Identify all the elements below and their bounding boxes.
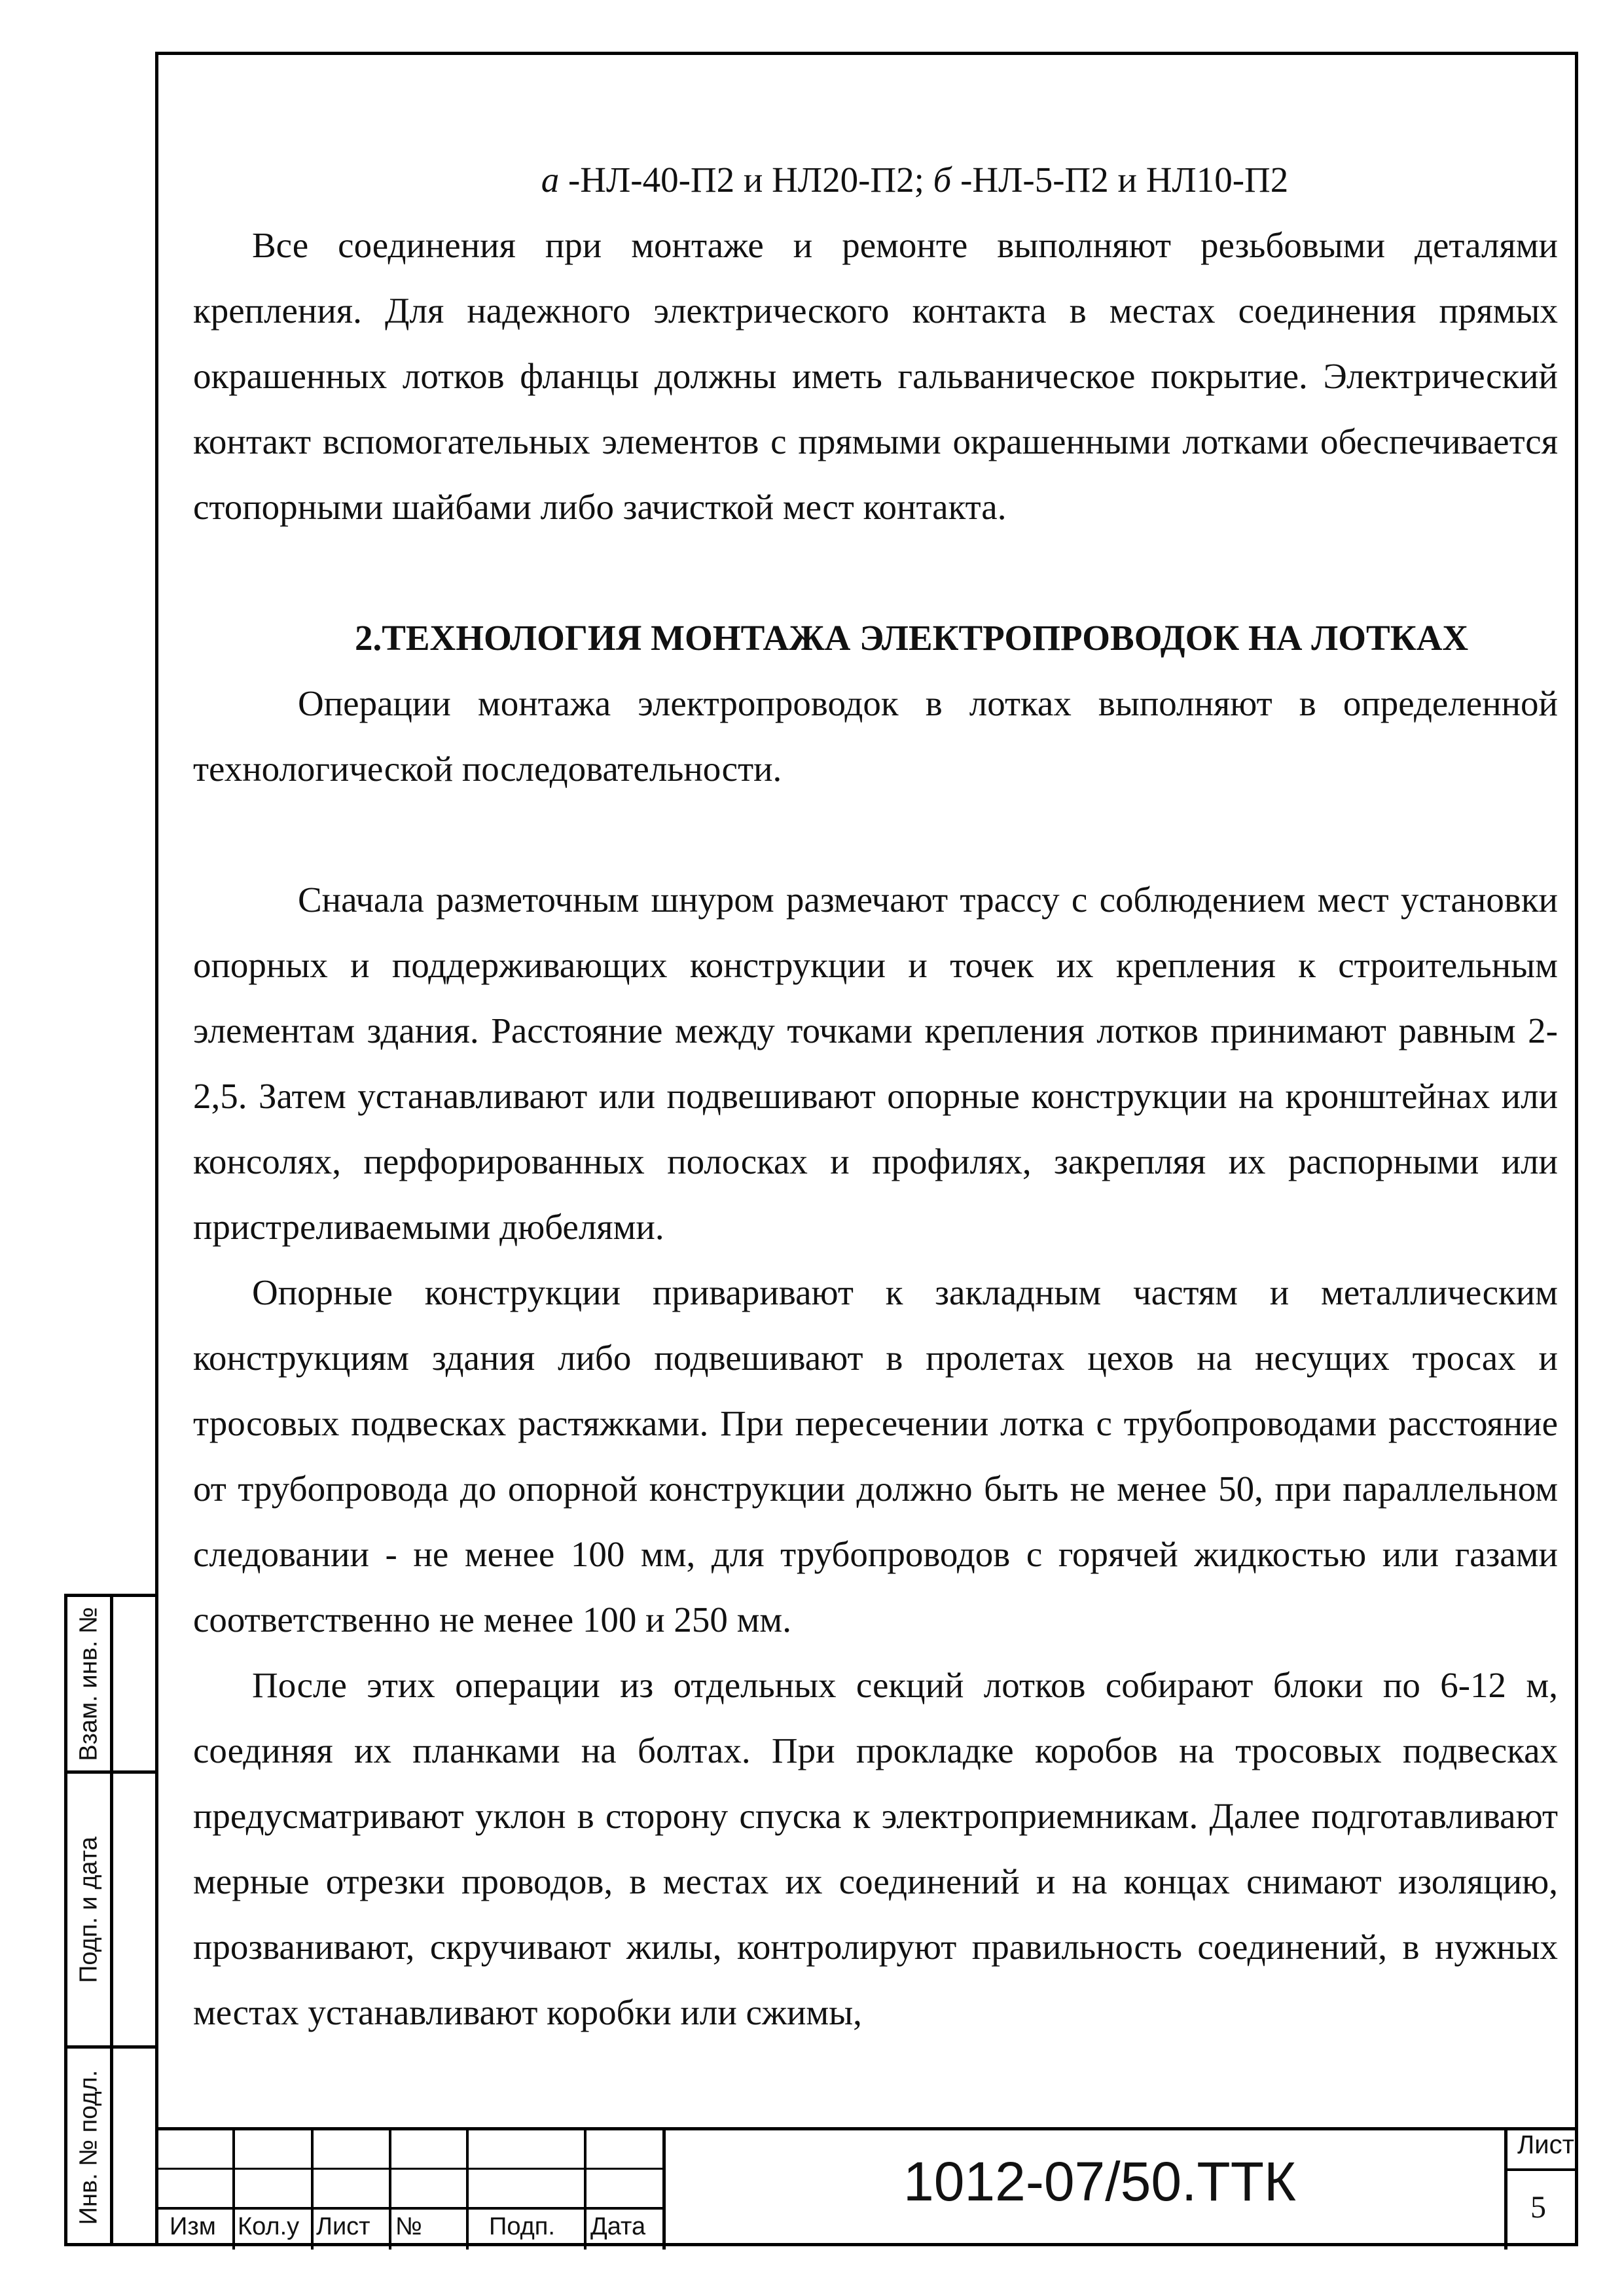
paragraph-assembly: После этих операции из отдельных секций лотков собирают блоки по 6-12 м, соединяя их планками на болтах. При прокладке коробов на тросовых подвесках предусматривают уклон в сторону спуска к электроприемникам. Далее подготавливают мерные отрезки проводов, в местах их соединений и на концах снимают изоляцию, прозванивают, скручивают жилы, контролируют правильность соединений, в нужных местах устанавливают коробки или сжимы,: [193, 1665, 1558, 2032]
side-row-inv-orig: [67, 2049, 156, 2246]
col-quantity: Кол.у: [238, 2213, 300, 2240]
col-doc-number: №: [395, 2213, 422, 2240]
paragraph-marking: Сначала разметочным шнуром размечают трассу с соблюдением мест установки опорных и поддерживающих конструкции и точек их крепления к строительным элементам здания. Расстояние между точками крепления лотков принимают равным 2-2,5. Затем устанавливают или подвешивают опорные конструкции на кронштейнах или консолях, перфорированных полосках и профилях, закрепляя их распорными или пристреливаемыми дюбелями.: [193, 880, 1558, 1247]
side-label-inv-orig: Инв. № подл.: [75, 2070, 102, 2225]
col-signature: Подп.: [489, 2213, 555, 2240]
col-sheet: Лист: [316, 2213, 370, 2240]
side-row-replace-inv: [67, 1597, 156, 1774]
sheet-label: Лист: [1517, 2130, 1574, 2159]
section-heading: 2.ТЕХНОЛОГИЯ МОНТАЖА ЭЛЕКТРОПРОВОДОК НА ЛОТКАХ: [354, 618, 1469, 658]
side-label-sign-date: Подп. и дата: [75, 1836, 102, 1983]
figure-caption: [193, 147, 1558, 213]
document-body: [193, 147, 1558, 2045]
side-label-replace-inv: Взам. инв. №: [75, 1606, 102, 1761]
col-change: Изм: [170, 2213, 216, 2240]
caption-text-a: -НЛ-40-П2 и НЛ20-П2;: [559, 160, 933, 200]
side-row-sign-date: [67, 1774, 156, 2049]
paragraph-operations: Операции монтажа электропроводок в лотках выполняют в определенной технологической последовательности.: [193, 683, 1558, 789]
caption-text-b: -НЛ-5-П2 и НЛ10-П2: [951, 160, 1289, 200]
paragraph-supports: Опорные конструкции приваривают к закладным частям и металлическим конструкциям здания либо подвешивают в пролетах цехов на несущих тросах и тросовых подвесках растяжками. При пересечении лотка с трубопроводами расстояние от трубопровода до опорной конструкции должно быть не менее 50, при параллельном следовании - не менее 100 мм, для трубопроводов с горячей жидкостью или газами соответственно не менее 100 и 250 мм.: [193, 1272, 1558, 1640]
side-stamp: [64, 1594, 156, 2246]
col-date: Дата: [590, 2213, 646, 2240]
sheet-number: 5: [1530, 2190, 1546, 2225]
document-code: 1012-07/50.ТТК: [903, 2151, 1296, 2212]
caption-letter-b: б: [933, 160, 952, 200]
paragraph-connections: Все соединения при монтаже и ремонте выполняют резьбовыми деталями крепления. Для надежного электрического контакта в местах соединения прямых окрашенных лотков фланцы должны иметь гальваническое покрытие. Электрический контакт вспомогательных элементов с прямыми окрашенными лотками обеспечивается стопорными шайбами либо зачисткой мест контакта.: [193, 225, 1558, 527]
caption-letter-a: а: [541, 160, 560, 200]
title-block: [155, 2127, 1578, 2246]
